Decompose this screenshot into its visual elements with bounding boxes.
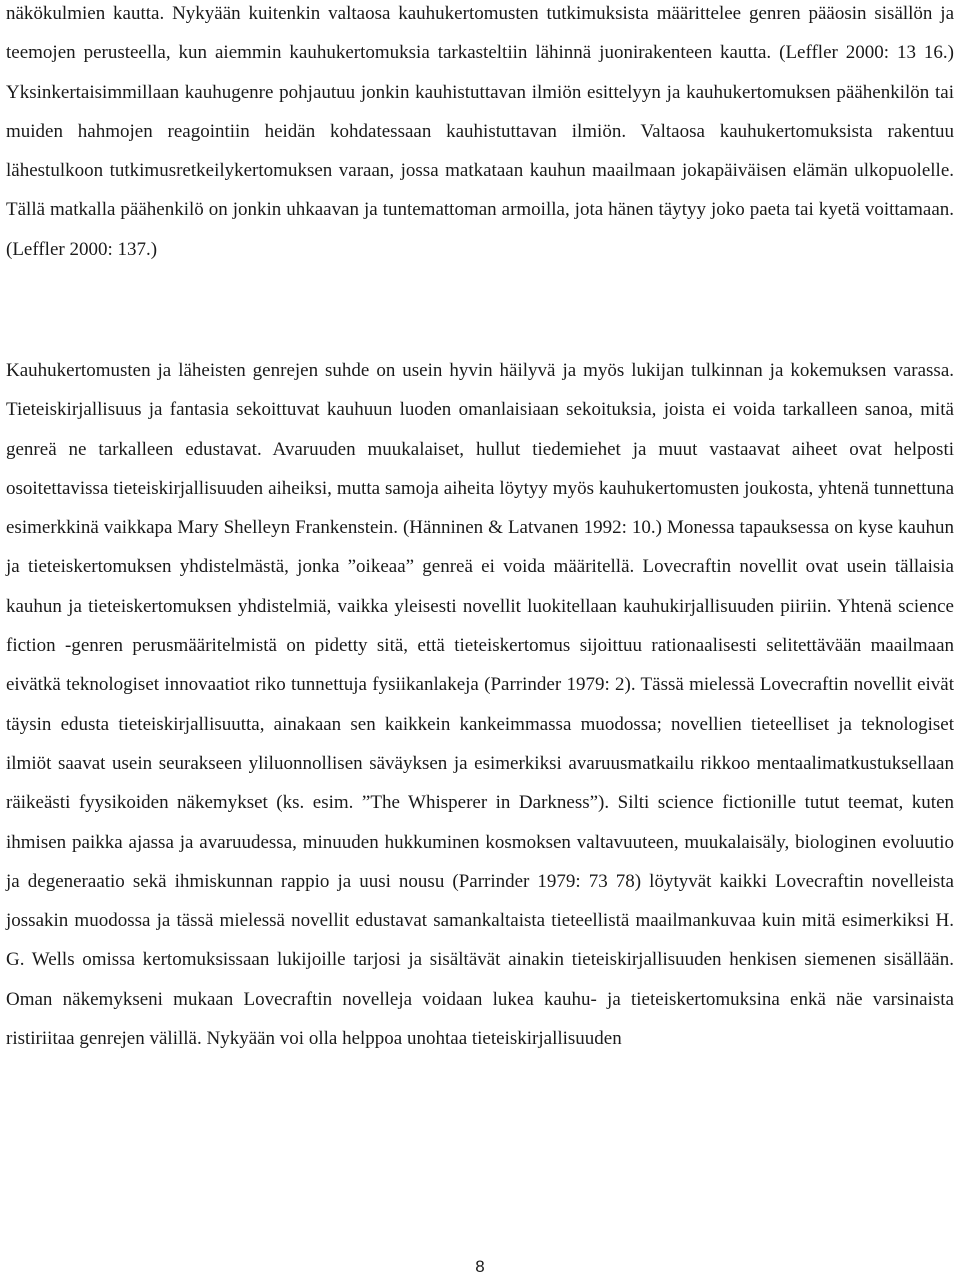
body-paragraph: näkökulmien kautta. Nykyään kuitenkin valtaosa kauhukertomusten tutkimuksista määrittelee genren pääosin sisällön ja teemojen perusteella, kun aiemmin kauhukertomuksia tarkasteltiin lähinnä juonirakenteen kautta. (Leffler 2000: 13 16.) Yksinkertaisimmillaan kauhugenre pohjautuu jonkin kauhistuttavan ilmiön esittelyyn ja kauhukertomuksen päähenkilön tai muiden hahmojen reagointiin heidän kohdatessaan kauhistuttavan ilmiön. Valtaosa kauhukertomuksista rakentuu lähestulkoon tutkimusretkeilykertomuksen varaan, jossa matkataan kauhun maailmaan jokapäiväisen elämän ulkopuolelle. Tällä matkalla päähenkilö on jonkin uhkaavan ja tuntemattoman armoilla, jota hänen täytyy joko paeta tai kyetä voittamaan. (Leffler 2000: 137.) — [6, 3, 954, 260]
body-paragraph: Kauhukertomusten ja läheisten genrejen suhde on usein hyvin häilyvä ja myös lukijan tulkinnan ja kokemuksen varassa. Tieteiskirjallisuus ja fantasia sekoittuvat kauhuun luoden omanlaisiaan sekoituksia, joista ei voida tarkalleen sanoa, mitä genreä ne tarkalleen edustavat. Avaruuden muukalaiset, hullut tiedemiehet ja muut vastaavat aiheet ovat helposti osoitettavissa tieteiskirjallisuuden aiheiksi, mutta samoja aiheita löytyy myös kauhukertomusten joukosta, yhtenä tunnettuna esimerkkinä vaikkapa Mary Shelleyn Frankenstein. (Hänninen & Latvanen 1992: 10.) Monessa tapauksessa on kyse kauhun ja tieteiskertomuksen yhdistelmästä, jonka ”oikeaa” genreä ei voida määritellä. Lovecraftin novellit ovat usein tällaisia kauhun ja tieteiskertomuksen yhdistelmiä, vaikka yleisesti novellit luokitellaan kauhukirjallisuuden piiriin. Yhtenä science fiction -genren perusmääritelmistä on pidetty sitä, että tieteiskertomus sijoittuu rationaalisesti selitettävään maailmaan eivätkä teknologiset innovaatiot riko tunnettuja fysiikanlakeja (Parrinder 1979: 2). Tässä mielessä Lovecraftin novellit eivät täysin edusta tieteiskirjallisuutta, ainakaan sen kaikkein kankeimmassa muodossa; novellien tieteelliset ja teknologiset ilmiöt saavat usein seurakseen yliluonnollisen säväyksen ja esimerkiksi avaruusmatkailu rikkoo mentaalimatkustuksellaan räikeästi fyysikoiden näkemykset (ks. esim. ”The Whisperer in Darkness”). Silti science fictionille tutut teemat, kuten ihmisen paikka ajassa ja avaruudessa, minuuden hukkuminen kosmoksen valtavuuteen, muukalaisäly, biologinen evoluutio ja degeneraatio sekä ihmiskunnan rappio ja uusi nousu (Parrinder 1979: 73 78) löytyvät kaikki Lovecraftin novelleista jossakin muodossa ja tässä mielessä novellit edustavat samankaltaista tieteellistä maailmankuvaa kuin mitä esimerkiksi H. G. Wells omissa kertomuksissaan lukijoille tarjosi ja sisältävät ainakin tieteiskirjallisuuden henkisen siemenen sisällään. Oman näkemykseni mukaan Lovecraftin novelleja voidaan lukea kauhu- ja tieteiskertomuksina enkä näe varsinaista ristiriitaa genrejen välillä. Nykyään voi olla helppoa unohtaa tieteiskirjallisuuden — [6, 360, 954, 1050]
page-number: 8 — [475, 1257, 485, 1276]
